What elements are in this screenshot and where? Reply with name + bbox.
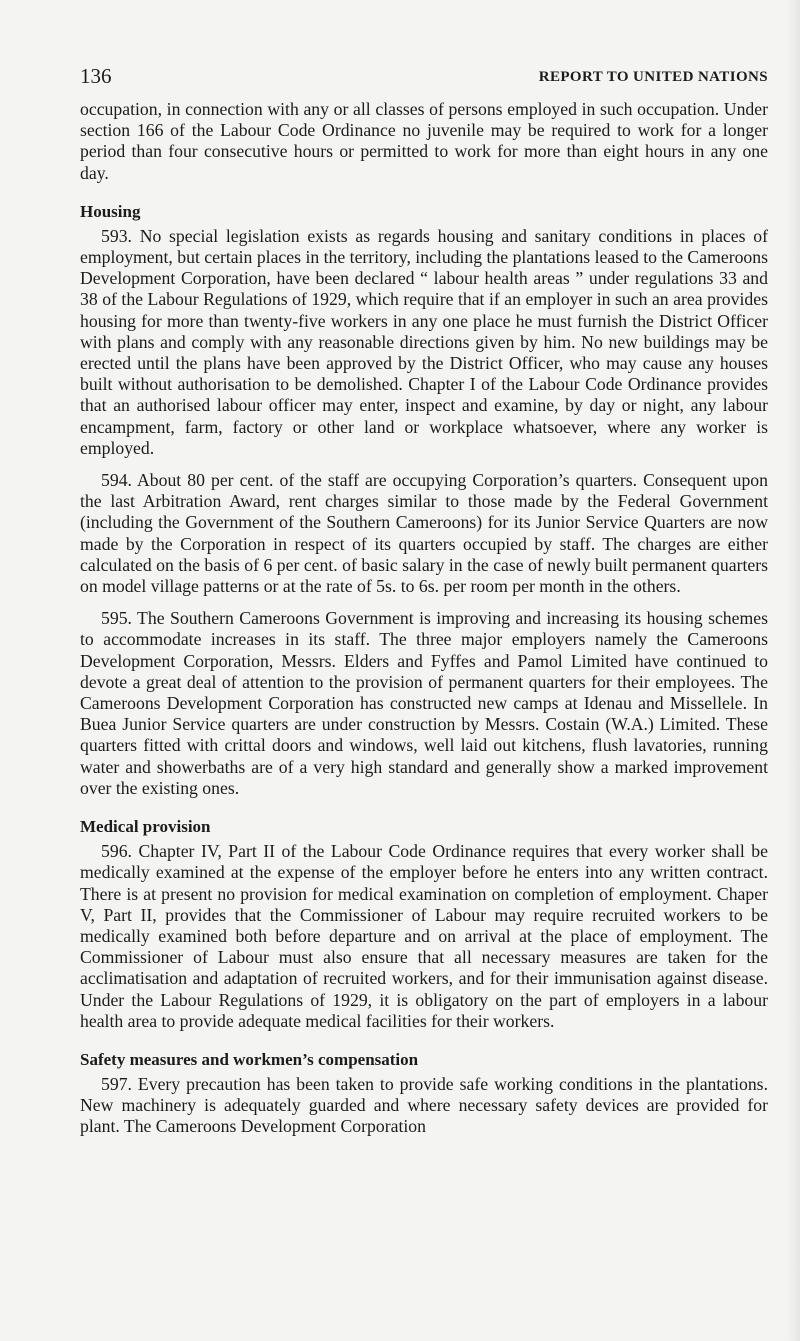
section-heading-medical: Medical provision (80, 817, 211, 837)
running-title: REPORT TO UNITED NATIONS (538, 69, 768, 85)
paragraph-593: 593. No special legislation exists as regards housing and sanitary conditions in places of employment, but certain places in the territory, including the plantations leased to the Cameroons Development Corporation, have been declared “ labour health areas ” under regulations 33 and 38 of the Labour Regulations of 1929, which require that if an employer in such an area provides housing for more than twenty-five workers in any one place he must furnish the District Officer with plans and comply with any reasonable directions given by him. No new buildings may be erected until the plans have been approved by the District Officer, who may cause any houses built without authorisation to be demolished. Chapter I of the Labour Code Ordinance provides that an authorised labour officer may enter, inspect and examine, by day or night, any labour encampment, farm, factory or other land or workplace whatsoever, where any worker is employed. (80, 225, 768, 458)
paragraph-594: 594. About 80 per cent. of the staff are occupying Corporation’s quarters. Consequent upon the last Arbitration Award, rent charges similar to those made by the Federal Government (including the Government of the Southern Cameroons) for its Junior Service Quarters are now made by the Corporation in respect of its quarters occupied by staff. The charges are either calculated on the basis of 6 per cent. of basic salary in the case of newly built permanent quarters on model village patterns or at the rate of 5s. to 6s. per room per month in the others. (80, 470, 768, 597)
page-number: 136 (80, 64, 112, 88)
paragraph-597: 597. Every precaution has been taken to provide safe working conditions in the plantations. New machinery is adequately guarded and where necessary safety devices are provided for plant. The Cameroons Development Corporation (80, 1073, 768, 1137)
page-edge-shadow (786, 0, 800, 1341)
paragraph-596: 596. Chapter IV, Part II of the Labour Code Ordinance requires that every worker shall be medically examined at the expense of the employer before he enters into any written contract. There is at present no provision for medical examination on completion of employment. Chaper V, Part II, provides that the Commissioner of Labour may require recruited workers to be medically examined both before departure and on arrival at the place of employment. The Commissioner of Labour must also ensure that all necessary measures are taken for the acclimatisation and adaptation of recruited workers, and for their immunisation against disease. Under the Labour Regulations of 1929, it is obligatory on the part of employers in a labour health area to provide adequate medical facilities for their workers. (80, 841, 768, 1031)
continued-paragraph: occupation, in connection with any or all classes of persons employed in such occupation. Under section 166 of the Labour Code Ordinance no juvenile may be required to work for a longer period than four consecutive hours or permitted to work for more than eight hours in any one day. (80, 99, 768, 183)
paragraph-595: 595. The Southern Cameroons Government is improving and increasing its housing schemes to accommodate increases in its staff. The three major employers namely the Cameroons Development Corporation, Messrs. Elders and Fyffes and Pamol Limited have continued to devote a great deal of attention to the provision of permanent quarters for their employees. The Cameroons Development Corporation has constructed new camps at Idenau and Missellele. In Buea Junior Service quarters are under construction by Messrs. Costain (W.A.) Limited. These quarters fitted with crittal doors and windows, well laid out kitchens, flush lavatories, running water and showerbaths are of a very high standard and generally show a marked improvement over the existing ones. (80, 608, 768, 798)
running-header (80, 64, 768, 88)
section-heading-housing: Housing (80, 201, 141, 221)
section-heading-safety: Safety measures and workmen’s compensation (80, 1049, 419, 1069)
body-text (80, 99, 768, 1138)
